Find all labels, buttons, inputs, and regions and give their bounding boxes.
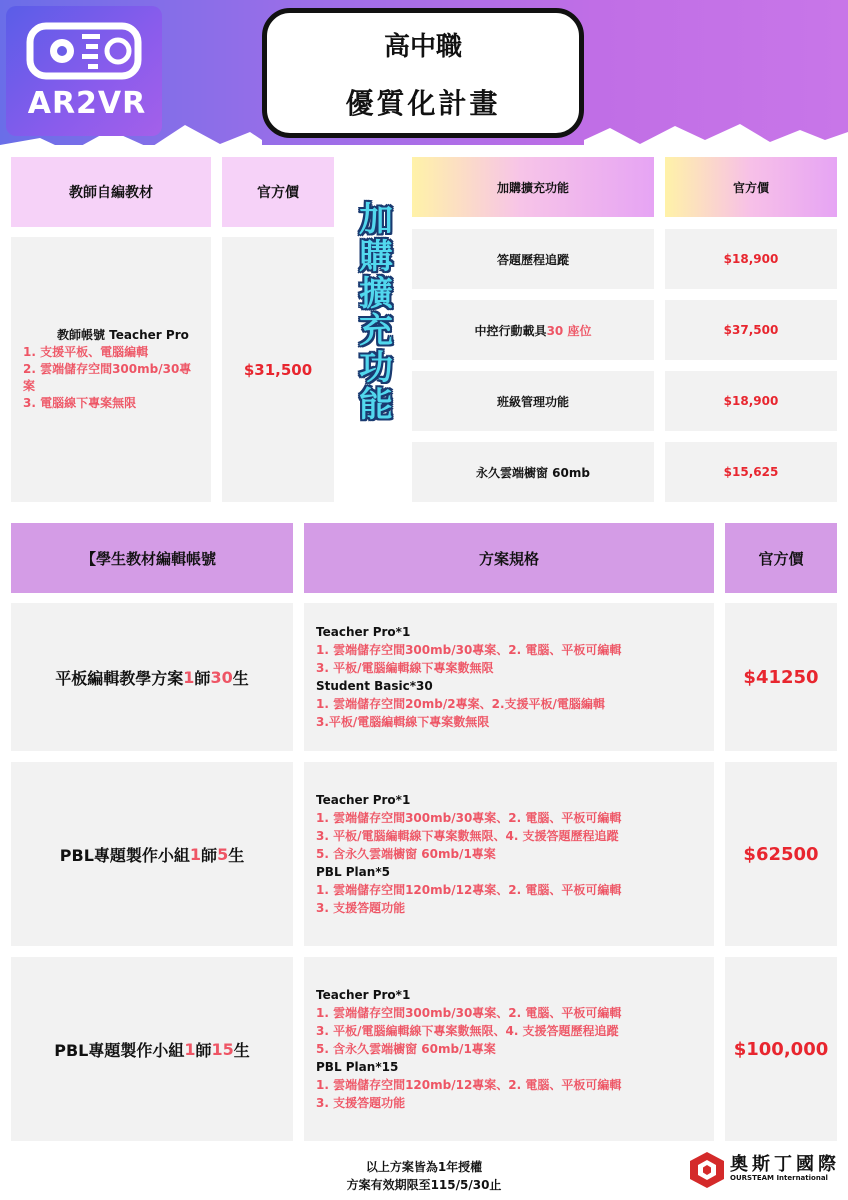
plan-ratio-student: 15 bbox=[211, 1039, 234, 1059]
addon-price: $37,500 bbox=[723, 323, 779, 337]
plan-price-cell bbox=[725, 762, 837, 946]
teacher-feature-3: 3. 電腦線下專案無限 bbox=[23, 396, 137, 410]
addon-price-cell bbox=[665, 300, 837, 360]
footer-line-1: 以上方案皆為1年授權 bbox=[365, 1160, 483, 1174]
plan-ratio-student: 5 bbox=[217, 844, 229, 864]
title-line-1: 高中職 bbox=[383, 32, 462, 62]
addon-price: $18,900 bbox=[723, 252, 779, 266]
spec-line: 3.平板/電腦編輯線下專案數無限 bbox=[316, 715, 490, 729]
company-subname: OURSTEAM International bbox=[730, 1174, 828, 1182]
teacher-pro-name: 教師帳號 Teacher Pro bbox=[57, 328, 189, 342]
addon-header-price: 官方價 bbox=[665, 157, 837, 217]
company-brand bbox=[688, 1150, 843, 1190]
plan-spec-cell bbox=[304, 762, 714, 946]
student-header-label: 【學生教材編輯帳號 bbox=[11, 523, 293, 593]
addon-item bbox=[412, 442, 654, 502]
plan-spec-cell bbox=[304, 957, 714, 1141]
spec-line: 1. 雲端儲存空間300mb/30專案、2. 電腦、平板可編輯 bbox=[316, 811, 622, 825]
addon-price-cell bbox=[665, 371, 837, 431]
vertical-char: 功 bbox=[359, 348, 393, 388]
plan-ratio-teacher: 1 bbox=[183, 667, 195, 687]
plan-price-cell bbox=[725, 957, 837, 1141]
spec-line: 3. 支援答題功能 bbox=[316, 901, 406, 915]
teacher-header-price: 官方價 bbox=[222, 157, 334, 227]
vertical-char: 充 bbox=[359, 311, 393, 351]
spec-line: Teacher Pro*1 bbox=[316, 988, 411, 1002]
plan-ratio-teacher: 1 bbox=[189, 844, 202, 864]
teacher-feature-2: 2. 雲端儲存空間300mb/30專案 bbox=[23, 362, 192, 393]
plan-ratio-teacher-unit: 師 bbox=[201, 845, 218, 865]
spec-line: 1. 雲端儲存空間20mb/2專案、2.支援平板/電腦編輯 bbox=[316, 697, 605, 711]
spec-line: PBL Plan*15 bbox=[316, 1060, 399, 1074]
plan-ratio-teacher-unit: 師 bbox=[194, 668, 211, 688]
plan-name: PBL專題製作小組 bbox=[59, 845, 190, 865]
teacher-pro-cell bbox=[11, 237, 211, 502]
spec-line: Student Basic*30 bbox=[316, 679, 433, 693]
addon-header-label: 加購擴充功能 bbox=[412, 157, 654, 217]
student-header-spec: 方案規格 bbox=[304, 523, 714, 593]
vertical-char: 擴 bbox=[359, 274, 393, 314]
teacher-feature-1: 1. 支援平板、電腦編輯 bbox=[23, 345, 149, 359]
spec-line: 1. 雲端儲存空間120mb/12專案、2. 電腦、平板可編輯 bbox=[316, 1078, 622, 1092]
teacher-header-label: 教師自編教材 bbox=[11, 157, 211, 227]
plan-ratio-student: 30 bbox=[210, 667, 233, 687]
addon-item-name: 永久雲端櫥窗 60mb bbox=[476, 465, 590, 480]
spec-line: 3. 支援答題功能 bbox=[316, 1096, 406, 1110]
addon-price-cell bbox=[665, 229, 837, 289]
plan-name-cell bbox=[11, 603, 293, 751]
vertical-char: 加 bbox=[359, 200, 393, 240]
addon-item-name: 答題歷程追蹤 bbox=[496, 252, 569, 267]
addon-vertical-label bbox=[350, 202, 402, 424]
addon-item bbox=[412, 371, 654, 431]
spec-line: 3. 平板/電腦編輯線下專案數無限、4. 支援答題歷程追蹤 bbox=[316, 829, 619, 843]
plan-ratio-student-unit: 生 bbox=[228, 845, 245, 865]
addon-item bbox=[412, 229, 654, 289]
spec-line: 1. 雲端儲存空間300mb/30專案、2. 電腦、平板可編輯 bbox=[316, 643, 622, 657]
spec-line: Teacher Pro*1 bbox=[316, 625, 411, 639]
addon-price-cell bbox=[665, 442, 837, 502]
addon-price: $15,625 bbox=[723, 465, 779, 479]
addon-item-name: 班級管理功能 bbox=[496, 394, 569, 409]
plan-price-cell bbox=[725, 603, 837, 751]
spec-line: 5. 含永久雲端櫥窗 60mb/1專案 bbox=[316, 1042, 496, 1056]
spec-line: 3. 平板/電腦編輯線下專案數無限、4. 支援答題歷程追蹤 bbox=[316, 1024, 619, 1038]
plan-price: $41250 bbox=[743, 666, 819, 688]
vertical-char: 購 bbox=[359, 237, 393, 277]
plan-spec-cell bbox=[304, 603, 714, 751]
spec-line: 1. 雲端儲存空間300mb/30專案、2. 電腦、平板可編輯 bbox=[316, 1006, 622, 1020]
teacher-price: $31,500 bbox=[243, 360, 313, 379]
plan-name: PBL專題製作小組 bbox=[54, 1040, 185, 1060]
vr-headset-icon bbox=[26, 20, 146, 84]
plan-name-cell bbox=[11, 762, 293, 946]
company-name: 奧斯丁國際 bbox=[730, 1154, 840, 1175]
plan-ratio-teacher: 1 bbox=[184, 1039, 196, 1059]
spec-line: PBL Plan*5 bbox=[316, 865, 390, 879]
addon-item-highlight: 30 座位 bbox=[546, 323, 592, 338]
plan-name-cell bbox=[11, 957, 293, 1141]
addon-item-name: 中控行動載具 bbox=[474, 323, 547, 338]
spec-line: 5. 含永久雲端櫥窗 60mb/1專案 bbox=[316, 847, 496, 861]
teacher-price-cell bbox=[222, 237, 334, 502]
plan-ratio-teacher-unit: 師 bbox=[195, 1040, 212, 1060]
plan-price: $100,000 bbox=[733, 1038, 829, 1060]
addon-item bbox=[412, 300, 654, 360]
spec-line: 3. 平板/電腦編輯線下專案數無限 bbox=[316, 661, 494, 675]
title-line-2: 優質化計畫 bbox=[345, 87, 501, 120]
plan-name: 平板編輯教學方案 bbox=[55, 668, 184, 688]
vertical-char: 能 bbox=[359, 385, 393, 425]
logo-text: AR2VR bbox=[27, 86, 147, 121]
footer-note bbox=[300, 1158, 548, 1194]
spec-line: Teacher Pro*1 bbox=[316, 793, 411, 807]
plan-price: $62500 bbox=[743, 843, 819, 865]
plan-ratio-student-unit: 生 bbox=[232, 668, 249, 688]
spec-line: 1. 雲端儲存空間120mb/12專案、2. 電腦、平板可編輯 bbox=[316, 883, 622, 897]
addon-price: $18,900 bbox=[723, 394, 779, 408]
footer-line-2: 方案有效期限至115/5/30止 bbox=[346, 1178, 502, 1192]
company-logo-icon bbox=[688, 1150, 726, 1190]
plan-ratio-student-unit: 生 bbox=[233, 1040, 250, 1060]
student-header-price: 官方價 bbox=[725, 523, 837, 593]
